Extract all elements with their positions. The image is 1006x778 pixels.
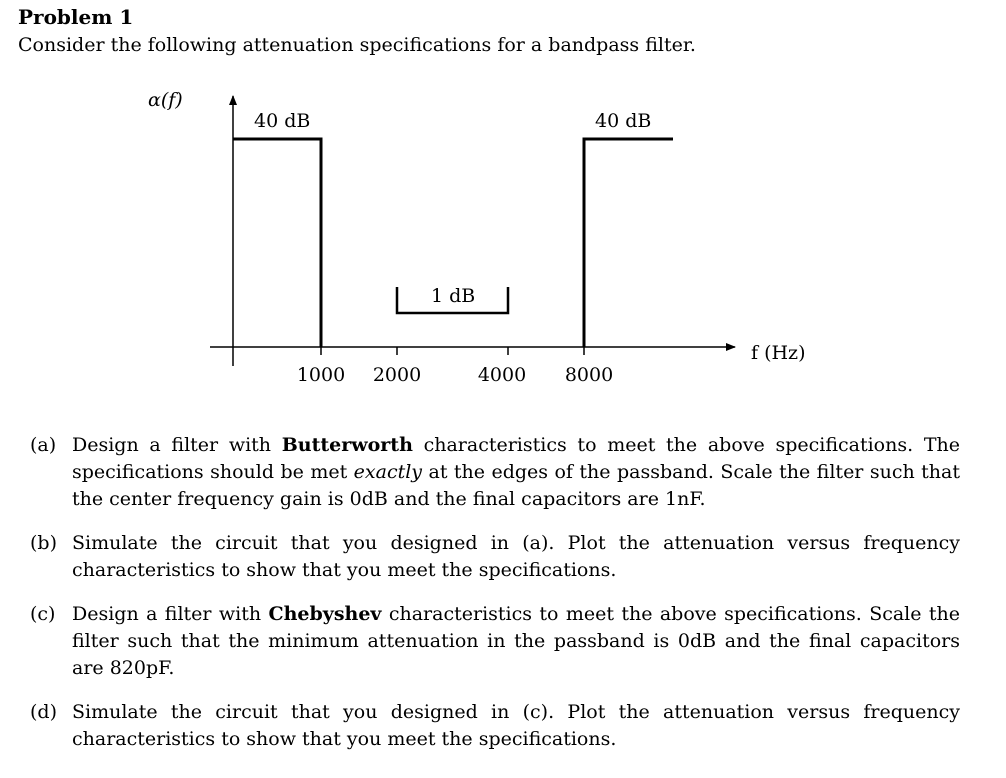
- part-c-emphasis-chebyshev: Chebyshev: [268, 603, 382, 625]
- passband-label: 1 dB: [431, 285, 476, 307]
- stopband-low-label: 40 dB: [254, 110, 311, 132]
- part-a-text: [72, 432, 960, 513]
- part-b-label: (b): [30, 532, 57, 554]
- part-d: [30, 699, 960, 753]
- part-c-label: (c): [30, 603, 56, 625]
- part-a-emphasis-butterworth: Butterworth: [281, 434, 413, 456]
- part-c: [30, 601, 960, 682]
- part-a-text-2: characteristics to meet the above specifications. The specifications should be met: [72, 434, 960, 483]
- part-b: [30, 530, 960, 584]
- problem-parts: [30, 432, 960, 770]
- part-a-emphasis-exactly: exactly: [353, 461, 423, 483]
- part-a: [30, 432, 960, 513]
- y-axis-label: α(f): [148, 89, 183, 111]
- x-axis-label: f (Hz): [751, 342, 806, 364]
- part-d-label: (d): [30, 701, 57, 723]
- part-c-text-2: characteristics to meet the above specifications. Scale the filter such that the minimum attenuation in the passband is 0dB and the final capacitors are 820pF.: [72, 603, 960, 679]
- part-c-text-1: Design a filter with: [72, 603, 269, 625]
- part-d-text: Simulate the circuit that you designed in (c). Plot the attenuation versus frequency characteristics to show that you meet the specifications.: [72, 701, 960, 750]
- tick-label-4000: 4000: [477, 364, 527, 386]
- problem-title: Problem 1: [18, 5, 134, 29]
- tick-label-1000: 1000: [296, 364, 346, 386]
- part-a-text-3: at the edges of the passband. Scale the filter such that the center frequency gain is 0dB and the final capacitors are 1nF.: [72, 461, 960, 510]
- tick-label-8000: 8000: [564, 364, 614, 386]
- part-a-label: (a): [30, 434, 57, 456]
- tick-label-2000: 2000: [372, 364, 422, 386]
- part-a-text-1: Design a filter with: [72, 434, 282, 456]
- problem-intro: Consider the following attenuation specifications for a bandpass filter.: [18, 34, 696, 56]
- stopband-high-label: 40 dB: [595, 110, 652, 132]
- lower-stopband-boundary: [233, 139, 321, 347]
- part-b-text: Simulate the circuit that you designed in (a). Plot the attenuation versus frequency characteristics to show that you meet the specifications.: [72, 532, 960, 581]
- part-c-text: [72, 601, 960, 682]
- upper-stopband-boundary: [584, 139, 673, 347]
